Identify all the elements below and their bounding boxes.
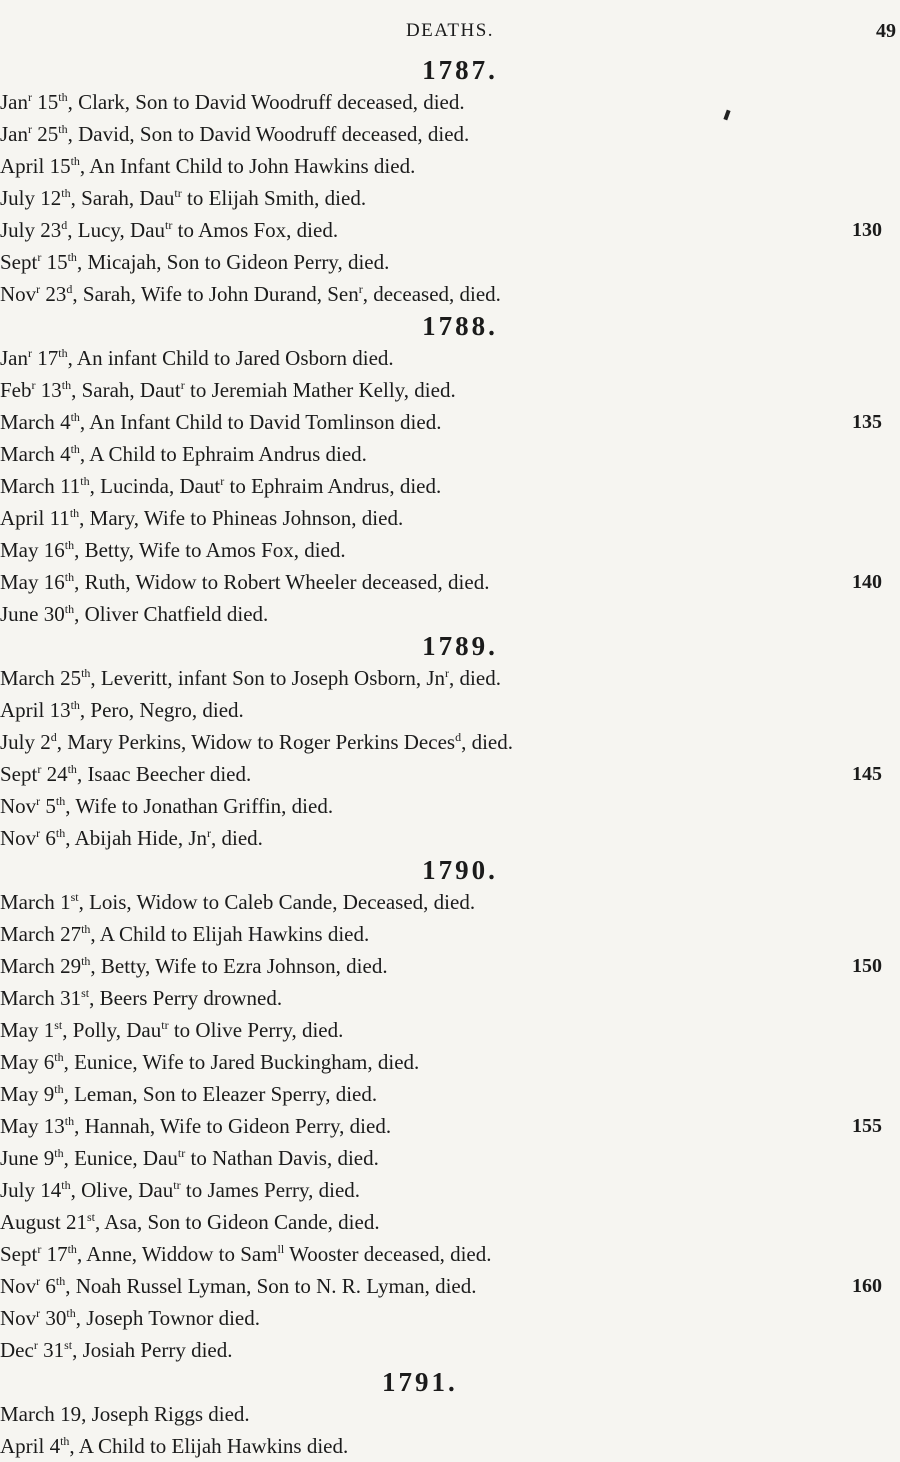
month-suffix: r <box>36 826 41 840</box>
entry-month: Nov <box>0 1274 37 1298</box>
entry-description-end: , died. <box>449 666 501 690</box>
entry-description-end: to Olive Perry, died. <box>168 1018 344 1042</box>
entry-description: , Sarah, Daut <box>71 378 181 402</box>
day-suffix: d <box>66 282 73 296</box>
day-suffix: th <box>69 506 80 520</box>
death-entry <box>0 566 900 598</box>
entry-text <box>0 598 268 630</box>
death-entry <box>0 1270 900 1302</box>
death-entry <box>0 502 900 534</box>
entry-description: , Joseph Riggs died. <box>81 1402 250 1426</box>
death-entry <box>0 1110 900 1142</box>
entry-day: 11 <box>60 474 81 498</box>
entry-description-end: , deceased, died. <box>362 282 501 306</box>
entry-month: March <box>0 474 55 498</box>
entry-text <box>0 1238 491 1270</box>
entry-month: June <box>0 1146 39 1170</box>
entry-description: , Polly, Dau <box>62 1018 162 1042</box>
entry-description-end: to James Perry, died. <box>180 1178 361 1202</box>
day-suffix: th <box>61 378 72 392</box>
entry-month: Feb <box>0 378 32 402</box>
death-entry <box>0 758 900 790</box>
month-suffix: r <box>28 346 32 360</box>
day-suffix: th <box>67 762 77 776</box>
entry-day: 23 <box>40 218 62 242</box>
entry-day: 17 <box>37 346 59 370</box>
entry-description: , An infant Child to Jared Osborn died. <box>67 346 394 370</box>
entry-day: 24 <box>46 762 68 786</box>
month-suffix: r <box>36 1306 41 1320</box>
entry-description: , Mary, Wife to Phineas Johnson, died. <box>79 506 404 530</box>
entry-text <box>0 726 513 758</box>
month-suffix: r <box>33 1338 38 1352</box>
day-suffix: th <box>58 90 68 104</box>
entry-day: 2 <box>40 730 51 754</box>
line-number: 130 <box>852 219 882 241</box>
entry-day: 30 <box>45 1306 67 1330</box>
entry-description: , Betty, Wife to Amos Fox, died. <box>74 538 346 562</box>
death-entry <box>0 150 900 182</box>
entry-text <box>0 534 346 566</box>
text-superscript: tr <box>161 1018 169 1032</box>
text-superscript: ll <box>277 1242 285 1256</box>
entry-description: , Oliver Chatfield died. <box>74 602 269 626</box>
day-suffix: d <box>50 730 57 744</box>
entry-month: Jan <box>0 346 28 370</box>
entry-month: March <box>0 954 55 978</box>
entry-description: , Ruth, Widow to Robert Wheeler deceased, died. <box>74 570 490 594</box>
death-entry <box>0 982 900 1014</box>
death-entry <box>0 438 900 470</box>
entry-month: Nov <box>0 282 37 306</box>
entry-text <box>0 246 389 278</box>
entry-text <box>0 758 251 790</box>
day-suffix: th <box>70 154 80 168</box>
death-entry <box>0 726 900 758</box>
day-suffix: st <box>86 1210 95 1224</box>
entry-description: , Leman, Son to Eleazer Sperry, died. <box>63 1082 378 1106</box>
line-number: 140 <box>852 571 882 593</box>
entry-description: , A Child to Ephraim Andrus died. <box>79 442 367 466</box>
entry-text <box>0 406 441 438</box>
entry-description: , Olive, Dau <box>70 1178 174 1202</box>
day-suffix: th <box>54 1082 64 1096</box>
death-entry <box>0 534 900 566</box>
entry-month: Dec <box>0 1338 34 1362</box>
entry-description: , Anne, Widdow to Sam <box>76 1242 278 1266</box>
entry-description: , Wife to Jonathan Griffin, died. <box>65 794 334 818</box>
month-suffix: r <box>31 378 36 392</box>
text-superscript: tr <box>177 1146 186 1160</box>
day-suffix: st <box>64 1338 73 1352</box>
entry-month: Jan <box>0 90 28 114</box>
month-suffix: r <box>37 1242 42 1256</box>
entry-day: 15 <box>37 90 59 114</box>
day-suffix: th <box>58 122 68 136</box>
day-suffix: th <box>61 186 71 200</box>
entry-month: March <box>0 666 55 690</box>
death-entry <box>0 950 900 982</box>
entry-day: 15 <box>46 250 68 274</box>
day-suffix: th <box>70 410 80 424</box>
death-entry <box>0 278 900 310</box>
entry-month: Jan <box>0 122 28 146</box>
entry-month: March <box>0 442 55 466</box>
death-entry <box>0 1014 900 1046</box>
death-entry <box>0 1398 900 1430</box>
death-entry <box>0 1334 900 1366</box>
day-suffix: th <box>67 1242 77 1256</box>
line-number: 135 <box>852 411 882 433</box>
entry-text <box>0 950 388 982</box>
entry-text <box>0 214 338 246</box>
entry-description: , A Child to Elijah Hawkins died. <box>69 1434 349 1458</box>
entry-text <box>0 278 501 310</box>
entry-text <box>0 470 441 502</box>
entry-day: 4 <box>49 1434 61 1458</box>
entry-description: , Leveritt, infant Son to Joseph Osborn, Jn <box>90 666 446 690</box>
day-suffix: st <box>81 986 90 1000</box>
entry-text <box>0 1270 477 1302</box>
entry-text <box>0 822 263 854</box>
entry-description: , David, Son to David Woodruff deceased, died. <box>67 122 470 146</box>
entry-month: Nov <box>0 826 37 850</box>
death-entry <box>0 406 900 438</box>
entry-description: , Pero, Negro, died. <box>79 698 244 722</box>
month-suffix: r <box>36 282 41 296</box>
entry-text <box>0 918 369 950</box>
day-suffix: th <box>54 1146 64 1160</box>
entry-description: , Eunice, Dau <box>63 1146 178 1170</box>
entry-description-end: to Ephraim Andrus, died. <box>224 474 442 498</box>
entry-text <box>0 1142 379 1174</box>
entry-text <box>0 1430 348 1462</box>
entry-month: July <box>0 730 36 754</box>
text-superscript: r <box>358 282 363 296</box>
entry-text <box>0 502 403 534</box>
death-entry <box>0 214 900 246</box>
entry-month: Nov <box>0 1306 37 1330</box>
day-suffix: th <box>80 474 90 488</box>
entry-day: 30 <box>43 602 65 626</box>
year-heading: 1790. <box>422 855 498 885</box>
entry-description: , Mary Perkins, Widow to Roger Perkins Deces <box>56 730 456 754</box>
entry-day: 15 <box>49 154 71 178</box>
death-entry <box>0 694 900 726</box>
text-superscript: tr <box>173 1178 181 1192</box>
entry-month: Nov <box>0 794 37 818</box>
entry-text <box>0 1110 391 1142</box>
entry-month: March <box>0 1402 55 1426</box>
entry-text <box>0 1206 380 1238</box>
day-suffix: th <box>81 922 91 936</box>
day-suffix: st <box>70 890 79 904</box>
entry-day: 12 <box>40 186 62 210</box>
entry-month: May <box>0 1050 39 1074</box>
running-head <box>0 20 900 48</box>
line-number: 160 <box>852 1275 882 1297</box>
day-suffix: th <box>58 346 68 360</box>
entry-day: 25 <box>60 666 82 690</box>
entry-text <box>0 1334 232 1366</box>
death-entry <box>0 918 900 950</box>
day-suffix: th <box>55 1274 66 1288</box>
entry-description: , Joseph Townor died. <box>75 1306 260 1330</box>
year-heading: 1787. <box>422 55 498 85</box>
line-number: 155 <box>852 1115 882 1137</box>
line-number: 150 <box>852 955 882 977</box>
entry-text <box>0 694 244 726</box>
entry-month: July <box>0 1178 36 1202</box>
death-entry <box>0 1206 900 1238</box>
death-entry <box>0 342 900 374</box>
entry-description: , An Infant Child to John Hawkins died. <box>79 154 416 178</box>
entry-description: , Abijah Hide, Jn <box>65 826 208 850</box>
entry-day: 6 <box>45 1274 56 1298</box>
death-entry <box>0 822 900 854</box>
entry-description: , Lucy, Dau <box>67 218 166 242</box>
day-suffix: th <box>55 794 66 808</box>
entry-description: , Clark, Son to David Woodruff deceased, died. <box>67 90 465 114</box>
entry-month: Sept <box>0 250 38 274</box>
day-suffix: th <box>70 442 80 456</box>
death-entry <box>0 1430 900 1462</box>
day-suffix: th <box>81 666 91 680</box>
entry-month: Sept <box>0 1242 38 1266</box>
month-suffix: r <box>37 762 42 776</box>
death-entry <box>0 182 900 214</box>
month-suffix: r <box>37 250 42 264</box>
text-superscript: r <box>220 474 225 488</box>
entry-text <box>0 374 456 406</box>
entry-text <box>0 118 469 150</box>
entry-day: 25 <box>37 122 59 146</box>
entry-description-end: to Jeremiah Mather Kelly, died. <box>184 378 456 402</box>
entry-month: March <box>0 410 55 434</box>
day-suffix: th <box>66 1306 76 1320</box>
day-suffix: d <box>61 218 68 232</box>
death-entry <box>0 886 900 918</box>
death-entry <box>0 86 900 118</box>
death-entry <box>0 1174 900 1206</box>
day-suffix: th <box>55 826 66 840</box>
death-entry <box>0 1302 900 1334</box>
entry-description: , Lois, Widow to Caleb Cande, Deceased, died. <box>78 890 476 914</box>
entry-text <box>0 1302 260 1334</box>
text-superscript: r <box>207 826 212 840</box>
month-suffix: r <box>36 1274 41 1288</box>
entry-description-end: , died. <box>461 730 513 754</box>
entry-day: 11 <box>49 506 70 530</box>
text-superscript: d <box>455 730 462 744</box>
entry-month: June <box>0 602 39 626</box>
entry-day: 4 <box>60 410 71 434</box>
entry-day: 14 <box>40 1178 62 1202</box>
entry-day: 6 <box>43 1050 55 1074</box>
entry-text <box>0 342 394 374</box>
entry-description: , Sarah, Dau <box>70 186 175 210</box>
entry-day: 9 <box>43 1146 55 1170</box>
death-entry <box>0 1046 900 1078</box>
month-suffix: r <box>28 90 32 104</box>
entry-month: April <box>0 1434 45 1458</box>
death-entry <box>0 1078 900 1110</box>
entry-description: , Isaac Beecher died. <box>76 762 252 786</box>
entry-day: 5 <box>45 794 56 818</box>
death-entry <box>0 374 900 406</box>
text-superscript: tr <box>174 186 182 200</box>
entry-month: April <box>0 698 45 722</box>
entry-text <box>0 1398 250 1430</box>
death-entry <box>0 470 900 502</box>
entry-description: , Noah Russel Lyman, Son to N. R. Lyman, died. <box>65 1274 477 1298</box>
death-entry <box>0 598 900 630</box>
entry-day: 17 <box>46 1242 68 1266</box>
year-heading: 1788. <box>422 311 498 341</box>
day-suffix: th <box>54 1050 64 1064</box>
entry-day: 4 <box>60 442 71 466</box>
entry-text <box>0 566 489 598</box>
death-entry <box>0 1238 900 1270</box>
entry-month: May <box>0 570 39 594</box>
entry-description: , Lucinda, Daut <box>89 474 221 498</box>
entry-day: 16 <box>43 538 65 562</box>
day-suffix: th <box>64 602 75 616</box>
entry-day: 29 <box>60 954 82 978</box>
entry-day: 1 <box>60 890 71 914</box>
entry-day: 31 <box>43 1338 65 1362</box>
page-number: 49 <box>876 20 896 42</box>
day-suffix: th <box>61 1178 71 1192</box>
entry-description: , Betty, Wife to Ezra Johnson, died. <box>90 954 388 978</box>
entry-text <box>0 982 282 1014</box>
entry-description-end: to Elijah Smith, died. <box>181 186 367 210</box>
entry-month: March <box>0 922 55 946</box>
entry-description: , Hannah, Wife to Gideon Perry, died. <box>74 1114 392 1138</box>
entry-day: 23 <box>45 282 67 306</box>
day-suffix: th <box>67 250 77 264</box>
entry-text <box>0 150 415 182</box>
month-suffix: r <box>28 122 32 136</box>
entry-text <box>0 1014 343 1046</box>
entry-month: May <box>0 1082 39 1106</box>
entry-text <box>0 1078 377 1110</box>
line-number: 145 <box>852 763 882 785</box>
day-suffix: th <box>64 1114 75 1128</box>
entry-description: , Micajah, Son to Gideon Perry, died. <box>76 250 390 274</box>
death-entry <box>0 790 900 822</box>
entry-description: , A Child to Elijah Hawkins died. <box>90 922 370 946</box>
text-superscript: r <box>180 378 185 392</box>
entry-text <box>0 182 366 214</box>
text-superscript: tr <box>165 218 173 232</box>
entry-day: 1 <box>43 1018 55 1042</box>
entry-month: August <box>0 1210 61 1234</box>
text-superscript: r <box>445 666 450 680</box>
entry-text <box>0 790 333 822</box>
entry-text <box>0 438 367 470</box>
day-suffix: st <box>54 1018 63 1032</box>
day-suffix: th <box>70 698 80 712</box>
entry-day: 31 <box>60 986 82 1010</box>
month-suffix: r <box>36 794 41 808</box>
entry-description: , An Infant Child to David Tomlinson died. <box>79 410 442 434</box>
entry-description: , Sarah, Wife to John Durand, Sen <box>72 282 359 306</box>
year-heading: 1791. <box>382 1367 458 1397</box>
deaths-register <box>0 54 900 1462</box>
entry-day: 13 <box>40 378 62 402</box>
entry-description: , Eunice, Wife to Jared Buckingham, died. <box>63 1050 420 1074</box>
day-suffix: th <box>81 954 91 968</box>
entry-description-end: to Nathan Davis, died. <box>185 1146 379 1170</box>
entry-text <box>0 662 501 694</box>
day-suffix: th <box>64 570 75 584</box>
entry-month: May <box>0 1114 39 1138</box>
entry-description: , Asa, Son to Gideon Cande, died. <box>94 1210 380 1234</box>
entry-description: , Beers Perry drowned. <box>89 986 283 1010</box>
entry-month: May <box>0 538 39 562</box>
entry-month: May <box>0 1018 39 1042</box>
death-entry <box>0 118 900 150</box>
entry-day: 16 <box>43 570 65 594</box>
entry-description-end: to Amos Fox, died. <box>172 218 339 242</box>
entry-day: 21 <box>65 1210 87 1234</box>
entry-text <box>0 886 475 918</box>
entry-text <box>0 1046 419 1078</box>
entry-text <box>0 1174 360 1206</box>
day-suffix: th <box>64 538 75 552</box>
entry-day: 27 <box>60 922 82 946</box>
entry-month: March <box>0 890 55 914</box>
entry-day: 13 <box>49 698 71 722</box>
entry-description-end: Wooster deceased, died. <box>284 1242 492 1266</box>
entry-day: 19 <box>60 1402 82 1426</box>
entry-day: 13 <box>43 1114 65 1138</box>
entry-month: March <box>0 986 55 1010</box>
entry-month: April <box>0 506 45 530</box>
death-entry <box>0 662 900 694</box>
day-suffix: th <box>60 1434 70 1448</box>
entry-day: 6 <box>45 826 56 850</box>
entry-description-end: , died. <box>211 826 263 850</box>
death-entry <box>0 1142 900 1174</box>
entry-text <box>0 86 465 118</box>
year-heading: 1789. <box>422 631 498 661</box>
entry-month: July <box>0 218 36 242</box>
entry-month: July <box>0 186 36 210</box>
entry-month: Sept <box>0 762 38 786</box>
entry-day: 9 <box>43 1082 55 1106</box>
death-entry <box>0 246 900 278</box>
entry-description: , Josiah Perry died. <box>72 1338 233 1362</box>
entry-month: April <box>0 154 45 178</box>
page-title: DEATHS. <box>405 20 495 41</box>
